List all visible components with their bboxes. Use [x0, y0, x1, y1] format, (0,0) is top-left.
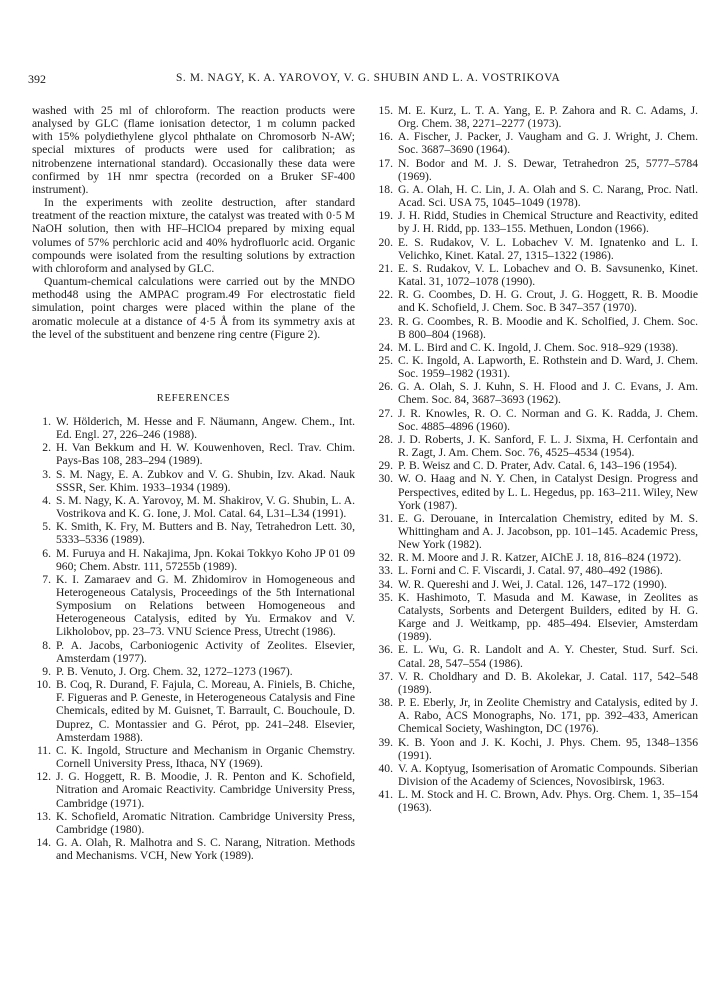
reference-item: [372, 104, 698, 130]
reference-item: [372, 591, 698, 644]
reference-number: 17.: [378, 156, 393, 170]
reference-text: L. M. Stock and H. C. Brown, Adv. Phys. Org. Chem. 1, 35–154 (1963).: [398, 788, 698, 815]
reference-item: [32, 494, 355, 520]
reference-item: [372, 288, 698, 314]
reference-number: 12.: [36, 770, 51, 784]
reference-text: C. K. Ingold, Structure and Mechanism in Organic Chemstry. Cornell University Press, Ithaca, NY (1969).: [56, 743, 355, 771]
reference-text: G. A. Olah, S. J. Kuhn, S. H. Flood and J. C. Evans, J. Am. Chem. Soc. 84, 3687–3693 (1962).: [398, 380, 698, 407]
reference-text: P. B. Venuto, J. Org. Chem. 32, 1272–1273 (1967).: [56, 664, 293, 678]
reference-text: M. E. Kurz, L. T. A. Yang, E. P. Zahora and R. C. Adams, J. Org. Chem. 38, 2271–2277 (1973).: [398, 104, 698, 131]
reference-number: 38.: [378, 696, 393, 710]
reference-item: [372, 407, 698, 433]
reference-number: 32.: [378, 551, 393, 565]
reference-number: 28.: [378, 432, 393, 446]
reference-item: [372, 643, 698, 669]
reference-number: 40.: [378, 761, 393, 775]
reference-text: J. G. Hoggett, R. B. Moodie, J. R. Penton and K. Schofield, Nitration and Aromaic Reactivity. Cambridge University Press, Cambridge (1971).: [56, 770, 355, 810]
reference-text: R. G. Coombes, D. H. G. Crout, J. G. Hoggett, R. B. Moodie and K. Schofield, J. Chem. Soc. B 347–357 (1970).: [398, 288, 698, 315]
reference-number: 10.: [36, 678, 51, 692]
reference-text: E. S. Rudakov, V. L. Lobachev V. M. Ignatenko and L. I. Velichko, Kinet. Katal. 27, 1315–1322 (1986).: [398, 235, 698, 262]
reference-text: J. D. Roberts, J. K. Sanford, F. L. J. Sixma, H. Cerfontain and R. Zagt, J. Am. Chem. Soc. 76, 4525–4534 (1954).: [398, 432, 698, 460]
reference-number: 11.: [36, 743, 51, 757]
reference-number: 24.: [378, 340, 393, 354]
reference-number: 36.: [378, 643, 393, 657]
reference-list-left: [32, 415, 355, 862]
reference-number: 3.: [42, 467, 51, 481]
reference-number: 27.: [378, 406, 393, 420]
reference-text: G. A. Olah, R. Malhotra and S. C. Narang, Nitration. Methods and Mechanisms. VCH, New York (1989).: [56, 835, 355, 863]
reference-text: G. A. Olah, H. C. Lin, J. A. Olah and S. C. Narang, Proc. Natl. Acad. Sci. USA 75, 1045–1049 (1978).: [398, 182, 698, 210]
right-column: [372, 104, 698, 814]
body-paragraph-1: washed with 25 ml of chloroform. The reaction products were analysed by GLC (flame ionisation detector, 1 m column packed with 15% polydiethylene glycol phthalate on Chromosorb N-AW; special mixtures of products were used for calibration; as nitrobenzene international standard). Occasionally these data were confirmed by 1H nmr spectra (recorded on a Bruker SF-400 instrument).: [32, 104, 355, 196]
reference-item: [372, 696, 698, 735]
reference-text: P. B. Weisz and C. D. Prater, Adv. Catal. 6, 143–196 (1954).: [398, 459, 678, 473]
reference-text: J. R. Knowles, R. O. C. Norman and G. K. Radda, J. Chem. Soc. 4885–4896 (1960).: [398, 406, 698, 433]
reference-item: [372, 551, 698, 564]
reference-item: [372, 736, 698, 762]
reference-text: B. Coq, R. Durand, F. Fajula, C. Moreau, A. Finiels, B. Chiche, F. Figueras and P. Geneste, in Heterogeneous Catalysis and Fine Chemicals, edited by M. Guisnet, T. Barrault, C. Bouchoule, D. Duprez, C. Montassier and G. Pérot, pp. 241–248. Elsevier, Amsterdam 1988).: [56, 678, 355, 744]
reference-text: V. R. Choldhary and D. B. Akolekar, J. Catal. 117, 542–548 (1989).: [398, 669, 698, 696]
reference-item: [372, 459, 698, 472]
reference-text: W. R. Quereshi and J. Wei, J. Catal. 126, 147–172 (1990).: [398, 577, 667, 591]
reference-number: 39.: [378, 735, 393, 749]
reference-number: 14.: [36, 835, 51, 849]
reference-text: E. L. Wu, G. R. Landolt and A. Y. Chester, Stud. Surf. Sci. Catal. 28, 547–554 (1986).: [398, 643, 698, 670]
reference-number: 31.: [378, 511, 393, 525]
reference-item: [372, 564, 698, 577]
reference-number: 33.: [378, 564, 393, 578]
body-paragraph-3: Quantum-chemical calculations were carried out by the MNDO method48 using the AMPAC program.49 For electrostatic field simulation, point charges were placed within the plane of the aromatic molecule at a distance of 4·5 Å from its symmetry axis at the level of the substituent and benzene ring centre (Figure 2).: [32, 275, 355, 341]
reference-number: 7.: [42, 572, 51, 586]
reference-item: [32, 520, 355, 546]
reference-item: [32, 639, 355, 665]
reference-text: W. O. Haag and N. Y. Chen, in Catalyst Design. Progress and Perspectives, edited by L. L. Hegedus, pp. 163–211. Wiley, New York (1987).: [398, 472, 698, 512]
reference-number: 37.: [378, 669, 393, 683]
reference-number: 18.: [378, 182, 393, 196]
reference-item: [32, 415, 355, 441]
reference-item: [372, 788, 698, 814]
reference-text: E. G. Derouane, in Intercalation Chemistry, edited by M. S. Whittingham and A. J. Jacobson, pp. 101–145. Academic Press, New York (1982).: [398, 511, 698, 552]
reference-item: [372, 183, 698, 209]
reference-number: 35.: [378, 590, 393, 604]
reference-item: [32, 468, 355, 494]
running-head-authors: S. M. NAGY, K. A. YAROVOY, V. G. SHUBIN AND L. A. VOSTRIKOVA: [176, 72, 561, 84]
reference-number: 8.: [42, 638, 51, 652]
page-number: 392: [28, 72, 46, 86]
reference-text: R. G. Coombes, R. B. Moodie and K. Scholfied, J. Chem. Soc. B 800–804 (1968).: [398, 314, 698, 341]
reference-number: 21.: [378, 261, 393, 275]
reference-item: [32, 547, 355, 573]
reference-text: P. E. Eberly, Jr, in Zeolite Chemistry and Catalysis, edited by J. A. Rabo, ACS Monographs, No. 171, pp. 392–433, American Chemical Society, Washington, DC (1976).: [398, 696, 698, 736]
reference-text: H. Van Bekkum and H. W. Kouwenhoven, Recl. Trav. Chim. Pays-Bas 108, 283–294 (1989).: [56, 441, 355, 468]
reference-number: 15.: [378, 104, 393, 117]
reference-number: 34.: [378, 577, 393, 591]
reference-item: [372, 354, 698, 380]
reference-item: [32, 665, 355, 678]
reference-item: [32, 441, 355, 467]
reference-text: W. Hölderich, M. Hesse and F. Näumann, Angew. Chem., Int. Ed. Engl. 27, 226–246 (1988).: [56, 414, 355, 442]
reference-item: [32, 573, 355, 639]
reference-text: M. L. Bird and C. K. Ingold, J. Chem. Soc. 918–929 (1938).: [398, 340, 679, 354]
reference-text: K. I. Zamaraev and G. M. Zhidomirov in Homogeneous and Heterogeneous Catalysis, Proceedings of the 5th International Symposium on Relations between Homogeneous and Heterogeneous Catalysis, edited by Yu. Ermakov and V. Likholobov, pp. 23–73. VNU Science Press, Utrecht (1986).: [56, 572, 355, 639]
reference-item: [32, 836, 355, 862]
reference-text: P. A. Jacobs, Carboniogenic Activity of Zeolites. Elsevier, Amsterdam (1977).: [56, 638, 355, 665]
reference-number: 9.: [42, 664, 51, 678]
reference-number: 4.: [42, 493, 51, 507]
reference-number: 16.: [378, 130, 393, 144]
reference-number: 13.: [36, 809, 51, 823]
reference-item: [372, 762, 698, 788]
reference-number: 23.: [378, 314, 393, 328]
reference-item: [372, 512, 698, 551]
reference-text: K. Schofield, Aromatic Nitration. Cambridge University Press, Cambridge (1980).: [56, 809, 355, 836]
reference-text: K. B. Yoon and J. K. Kochi, J. Phys. Chem. 95, 1348–1356 (1991).: [398, 735, 698, 762]
reference-item: [372, 578, 698, 591]
reference-item: [372, 341, 698, 354]
reference-text: R. M. Moore and J. R. Katzer, AIChE J. 18, 816–824 (1972).: [398, 551, 682, 565]
reference-list-right: [372, 104, 698, 814]
reference-text: J. H. Ridd, Studies in Chemical Structure and Reactivity, edited by J. H. Ridd, pp. 133–155. Methuen, London (1966).: [398, 209, 698, 236]
reference-item: [32, 744, 355, 770]
reference-number: 26.: [378, 380, 393, 394]
left-column: [32, 104, 355, 862]
reference-number: 19.: [378, 209, 393, 223]
reference-text: M. Furuya and H. Nakajima, Jpn. Kokai Tokkyo Koho JP 01 09 960; Chem. Abstr. 111, 57255b (1989).: [56, 546, 355, 573]
reference-text: S. M. Nagy, E. A. Zubkov and V. G. Shubin, Izv. Akad. Nauk SSSR, Ser. Khim. 1933–1934 (1989).: [56, 467, 355, 494]
reference-item: [372, 433, 698, 459]
reference-text: A. Fischer, J. Packer, J. Vaugham and G. J. Wright, J. Chem. Soc. 3687–3690 (1964).: [398, 130, 698, 157]
reference-item: [372, 236, 698, 262]
reference-item: [32, 770, 355, 809]
running-header: [28, 72, 658, 88]
reference-text: C. K. Ingold, A. Lapworth, E. Rothstein and D. Ward, J. Chem. Soc. 1959–1982 (1931).: [398, 353, 698, 381]
reference-number: 22.: [378, 288, 393, 302]
reference-text: E. S. Rudakov, V. L. Lobachev and O. B. Savsunenko, Kinet. Katal. 31, 1072–1078 (1990).: [398, 261, 698, 289]
reference-item: [32, 678, 355, 744]
reference-number: 41.: [378, 788, 393, 802]
reference-item: [372, 472, 698, 511]
reference-text: V. A. Koptyug, Isomerisation of Aromatic Compounds. Siberian Division of the Academy of Sciences, Novosibirsk, 1963.: [398, 761, 698, 788]
reference-text: K. Hashimoto, T. Masuda and M. Kawase, in Zeolites as Catalysts, Sorbents and Detergent Builders, edited by H. G. Karge and J. Weitkamp, pp. 485–494. Elsevier, Amsterdam (1989).: [398, 590, 698, 644]
reference-item: [372, 315, 698, 341]
reference-number: 25.: [378, 353, 393, 367]
reference-number: 20.: [378, 235, 393, 249]
references-heading: REFERENCES: [156, 392, 231, 404]
reference-number: 1.: [42, 414, 51, 428]
reference-text: L. Forni and C. F. Viscardi, J. Catal. 97, 480–492 (1986).: [398, 564, 663, 578]
reference-text: S. M. Nagy, K. A. Yarovoy, M. M. Shakirov, V. G. Shubin, L. A. Vostrikova and K. G. Ione, J. Mol. Catal. 64, L31–L34 (1991).: [56, 493, 355, 521]
reference-item: [372, 380, 698, 406]
reference-item: [372, 209, 698, 235]
reference-item: [372, 130, 698, 156]
reference-number: 30.: [378, 472, 393, 486]
reference-item: [372, 157, 698, 183]
reference-item: [372, 262, 698, 288]
reference-item: [32, 810, 355, 836]
body-paragraph-2: In the experiments with zeolite destruction, after standard treatment of the reaction mixture, the catalyst was treated with 0·5 M NaOH solution, then with HF–HClO4 prepared by mixing equal volumes of 57% perchloric acid and 40% hydrofluorlc acid. Organic compounds were isolated from the resulting solutions by extraction with chloroform and analysed by GLC.: [32, 196, 355, 275]
reference-text: K. Smith, K. Fry, M. Butters and B. Nay, Tetrahedron Lett. 30, 5333–5336 (1989).: [56, 520, 355, 547]
reference-number: 6.: [42, 546, 51, 560]
reference-number: 2.: [42, 441, 51, 455]
reference-number: 29.: [378, 459, 393, 473]
reference-item: [372, 670, 698, 696]
reference-number: 5.: [42, 520, 51, 534]
reference-text: N. Bodor and M. J. S. Dewar, Tetrahedron 25, 5777–5784 (1969).: [398, 156, 698, 183]
